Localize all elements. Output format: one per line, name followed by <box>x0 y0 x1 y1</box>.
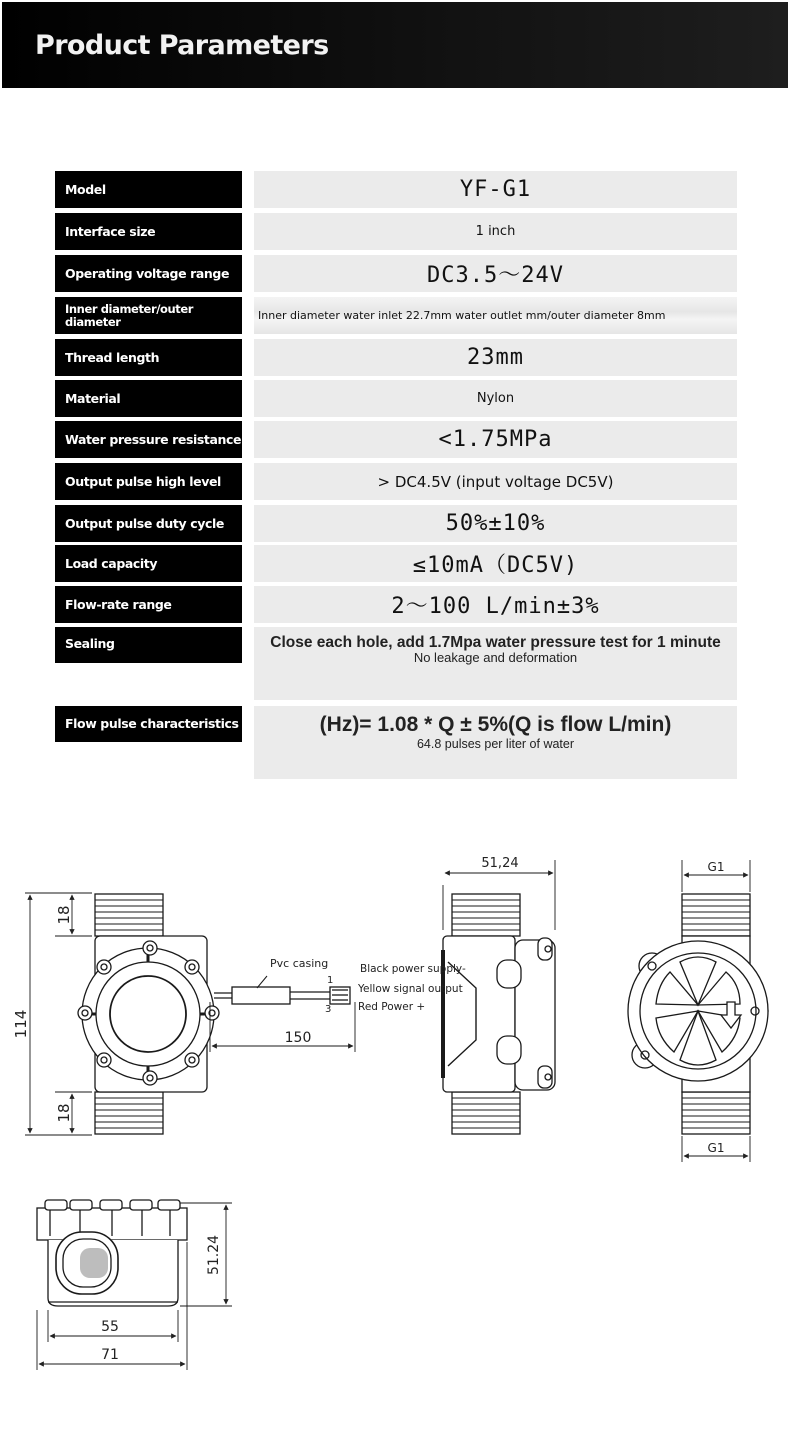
bottom-view <box>37 1200 232 1370</box>
dim-bottom-inner: 55 <box>101 1319 119 1335</box>
pin-3-label: 3 <box>325 1004 332 1015</box>
yellow-wire-label: Yellow signal output <box>358 983 463 995</box>
dim-thread-g1-bottom: G1 <box>707 1141 725 1155</box>
sealing-test-text: Close each hole, add 1.7Mpa water pressure test for 1 minute <box>270 634 721 651</box>
sealing-result-text: No leakage and deformation <box>413 650 578 666</box>
spec-value: YF-G1 <box>254 171 737 208</box>
dim-thread-bottom: 18 <box>55 1103 73 1123</box>
page-title: Product Parameters <box>35 30 329 61</box>
front-view <box>25 893 355 1135</box>
dim-bottom-height: 51.24 <box>206 1234 222 1276</box>
spec-label: Sealing <box>55 627 242 663</box>
dim-thread-g1-top: G1 <box>707 860 725 874</box>
spec-value: 23mm <box>254 339 737 376</box>
dim-height-total: 114 <box>12 1009 30 1039</box>
spec-label: Output pulse high level <box>55 463 242 500</box>
spec-value: DC3.5～24V <box>254 255 737 292</box>
dim-cable-length: 150 <box>284 1030 312 1046</box>
spec-value: Inner diameter water inlet 22.7mm water outlet mm/outer diameter 8mm <box>254 297 737 334</box>
red-wire-label: Red Power + <box>358 1001 426 1013</box>
spec-label: Water pressure resistance <box>55 421 242 458</box>
pin-1-label: 1 <box>327 975 334 986</box>
spec-value: <1.75MPa <box>254 421 737 458</box>
spec-value <box>254 706 737 779</box>
dim-side-width: 51,24 <box>481 856 519 871</box>
pulses-per-liter-text: 64.8 pulses per liter of water <box>416 737 575 752</box>
dim-thread-top: 18 <box>55 905 73 925</box>
spec-label: Inner diameter/outer diameter <box>55 297 242 334</box>
spec-label: Material <box>55 380 242 417</box>
spec-value: 2～100 L/min±3% <box>254 586 737 623</box>
spec-value: ≤10mA（DC5V) <box>254 545 737 582</box>
spec-label: Flow pulse characteristics <box>55 706 242 742</box>
rear-view <box>628 860 768 1162</box>
spec-value: 1 inch <box>254 213 737 250</box>
spec-label: Operating voltage range <box>55 255 242 292</box>
spec-label: Thread length <box>55 339 242 376</box>
flow-formula-text: (Hz)= 1.08 * Q ± 5%(Q is flow L/min) <box>319 713 672 736</box>
black-wire-label: Black power supply- <box>360 963 466 975</box>
side-view <box>443 860 555 1134</box>
spec-label: Flow-rate range <box>55 586 242 623</box>
technical-drawing <box>0 790 790 1436</box>
spec-label: Interface size <box>55 213 242 250</box>
spec-value: Nylon <box>254 380 737 417</box>
pvc-casing-label: Pvc casing <box>270 957 329 970</box>
spec-label: Load capacity <box>55 545 242 582</box>
spec-label: Model <box>55 171 242 208</box>
spec-value <box>254 627 737 700</box>
spec-label: Output pulse duty cycle <box>55 505 242 542</box>
spec-value: > DC4.5V (input voltage DC5V) <box>254 463 737 500</box>
spec-value: 50%±10% <box>254 505 737 542</box>
dim-bottom-outer: 71 <box>101 1347 119 1363</box>
